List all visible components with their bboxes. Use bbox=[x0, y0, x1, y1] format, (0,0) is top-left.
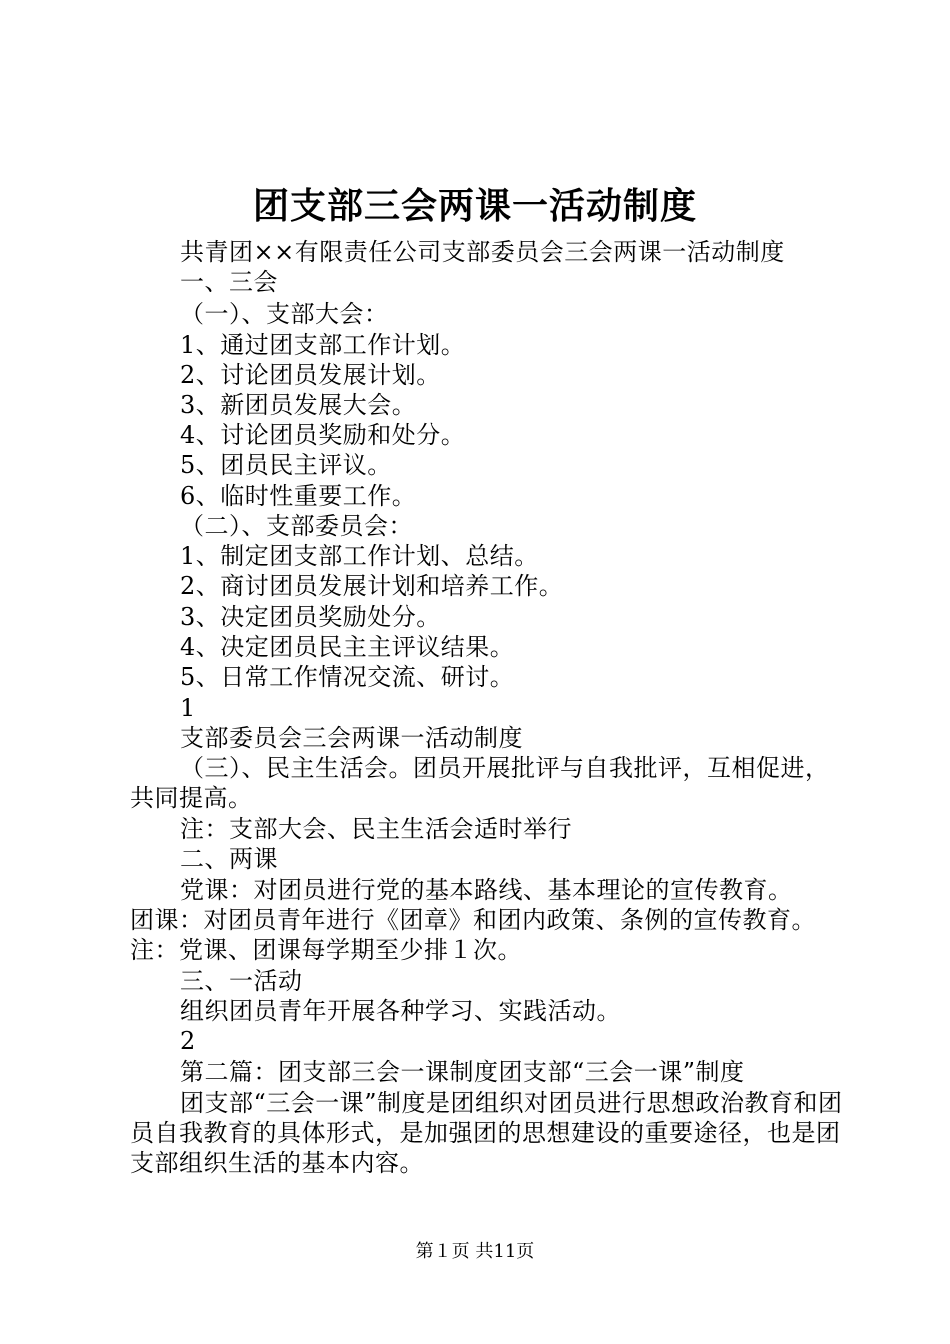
list-item: 2、商讨团员发展计划和培养工作。 bbox=[180, 572, 564, 600]
subsection-heading: （一）、支部大会： bbox=[180, 300, 389, 328]
list-item: 2、讨论团员发展计划。 bbox=[180, 361, 441, 389]
paragraph-line: 党课：对团员进行党的基本路线、基本理论的宣传教育。 bbox=[180, 876, 793, 904]
paragraph: （三）、民主生活会。团员开展批评与自我批评，互相促进，共同提高。 bbox=[130, 754, 830, 812]
list-item: 4、决定团员民主主评议结果。 bbox=[180, 633, 515, 661]
list-item: 6、临时性重要工作。 bbox=[180, 482, 417, 510]
document-title: 团支部三会两课一活动制度 bbox=[252, 185, 697, 227]
list-item: 1、通过团支部工作计划。 bbox=[180, 331, 466, 359]
note-line: 注：党课、团课每学期至少排１次。 bbox=[130, 936, 522, 964]
list-item: 3、新团员发展大会。 bbox=[180, 391, 417, 419]
section-heading: 三、一活动 bbox=[180, 967, 303, 995]
subsection-heading: （二）、支部委员会： bbox=[180, 512, 413, 540]
section-heading: 二、两课 bbox=[180, 845, 278, 873]
list-item: 3、决定团员奖励处分。 bbox=[180, 603, 441, 631]
list-item: 4、讨论团员奖励和处分。 bbox=[180, 421, 466, 449]
page-marker: 1 bbox=[180, 694, 196, 722]
section-heading: 一、三会 bbox=[180, 268, 278, 296]
subtitle-line: 共青团××有限责任公司支部委员会三会两课一活动制度 bbox=[180, 238, 785, 266]
chapter-heading: 第二篇：团支部三会一课制度团支部“三会一课”制度 bbox=[180, 1058, 745, 1086]
page-footer: 第１页 共11页 bbox=[415, 1241, 535, 1262]
list-item: 1、制定团支部工作计划、总结。 bbox=[180, 542, 539, 570]
note-line: 注：支部大会、民主生活会适时举行 bbox=[180, 815, 572, 843]
paragraph-line: 支部委员会三会两课一活动制度 bbox=[180, 724, 523, 752]
paragraph-line: 组织团员青年开展各种学习、实践活动。 bbox=[180, 997, 621, 1025]
paragraph: 团支部“三会一课”制度是团组织对团员进行思想政治教育和团员自我教育的具体形式，是加强团的思想建设的重要途径，也是团支部组织生活的基本内容。 bbox=[130, 1089, 843, 1177]
page-marker: 2 bbox=[180, 1027, 196, 1055]
list-item: 5、日常工作情况交流、研讨。 bbox=[180, 663, 515, 691]
paragraph-line: 团课：对团员青年进行《团章》和团内政策、条例的宣传教育。 bbox=[130, 906, 816, 934]
list-item: 5、团员民主评议。 bbox=[180, 451, 392, 479]
